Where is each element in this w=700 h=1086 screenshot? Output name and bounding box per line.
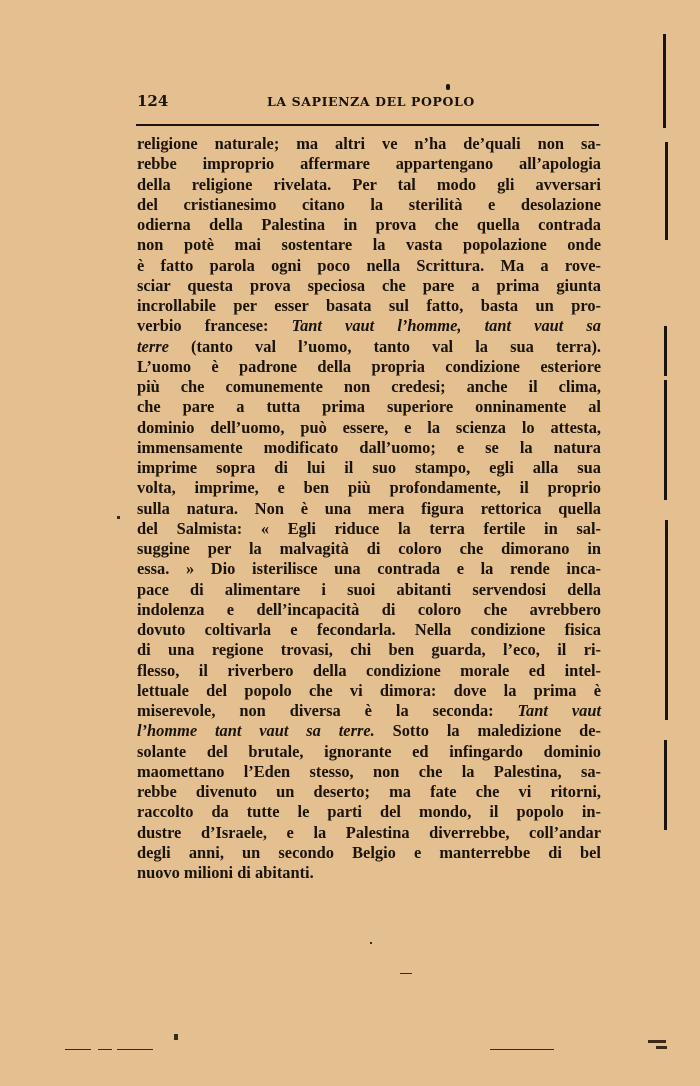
- text-line: verbio francese: Tant vaut l’homme, tant vaut sa: [137, 316, 602, 336]
- page-edge-mark: [664, 326, 667, 376]
- text-line: sulla natura. Non è una mera figura rettorica quella: [137, 498, 601, 518]
- text-line: religione naturale; ma altri ve n’ha de’quali non sa-: [137, 134, 601, 153]
- page-edge-mark: [665, 520, 668, 720]
- text-line: sciar questa prova speciosa che pare a prima giunta: [137, 275, 601, 295]
- running-title: LA SAPIENZA DEL POPOLO: [267, 94, 475, 109]
- page-edge-mark: [648, 1040, 666, 1043]
- text-line: non potè mai sostentare la vasta popolazione onde: [137, 235, 601, 255]
- page-number: 124: [137, 92, 169, 110]
- text-line: odierna della Palestina in prova che quella contrada: [137, 215, 601, 234]
- text-line: dovuto coltivarla e fecondarla. Nella condizione fisica: [137, 620, 601, 639]
- text-line: imprime sopra di lui il suo stampo, egli alla sua: [137, 458, 601, 477]
- text-line: del cristianesimo citano la sterilità e desolazione: [137, 194, 601, 214]
- scan-dash: [98, 1049, 112, 1050]
- text-line: indolenza e dell’incapacità di coloro che avrebbero: [137, 599, 601, 619]
- text-line: lettuale del popolo che vi dimora: dove la prima è: [137, 680, 601, 700]
- text-line: raccolto da tutte le parti del mondo, il popolo in-: [137, 802, 601, 822]
- text-line: più che comunemente non credesi; anche il clima,: [137, 377, 601, 396]
- text-line: maomettano l’Eden stesso, non che la Palestina, sa-: [137, 761, 601, 781]
- text-line: suggine per la malvagità di coloro che dimorano in: [137, 539, 601, 558]
- page-edge-mark: [663, 34, 666, 128]
- scan-dash: [65, 1049, 91, 1050]
- text-line: rebbe improprio affermare appartengano all’apologia: [137, 154, 601, 174]
- text-line: l’homme tant vaut sa terre. Sotto la maledizione de-: [137, 721, 601, 741]
- text-line: immensamente modificato dall’uomo; e se la natura: [137, 437, 601, 457]
- text-line: dustre d’Israele, e la Palestina diverrebbe, coll’andar: [137, 822, 601, 842]
- ink-speck: [174, 1034, 178, 1040]
- text-line: della religione rivelata. Per tal modo gli avversari: [137, 174, 601, 194]
- text-line: L’uomo è padrone della propria condizione esteriore: [137, 356, 601, 376]
- text-line: solante del brutale, ignorante ed infingardo dominio: [137, 741, 601, 761]
- text-line: dominio dell’uomo, può essere, e la scienza lo attesta,: [137, 417, 601, 437]
- text-line: del Salmista: « Egli riduce la terra fertile in sal-: [137, 518, 601, 538]
- text-line: essa. » Dio isterilisce una contrada e la rende inca-: [137, 559, 601, 579]
- text-line: volta, imprime, e ben più profondamente, il proprio: [137, 478, 601, 498]
- text-line: degli anni, un secondo Belgio e manterrebbe di bel: [137, 842, 601, 862]
- header-rule: [136, 124, 599, 126]
- ink-speck: [446, 84, 450, 90]
- text-line: nuovo milioni di abitanti.: [137, 863, 314, 882]
- page-edge-mark: [665, 142, 668, 240]
- body-text: [137, 134, 601, 883]
- text-line: rebbe divenuto un deserto; ma fate che vi ritorni,: [137, 782, 601, 801]
- scan-dash: [400, 973, 412, 974]
- ink-speck: [370, 942, 372, 944]
- scan-dash: [490, 1049, 554, 1050]
- text-line: è fatto parola ogni poco nella Scrittura. Ma a rove-: [137, 255, 601, 275]
- page-edge-mark: [664, 740, 667, 830]
- text-line: flesso, il riverbero della condizione morale ed intel-: [137, 660, 601, 680]
- ink-speck: [117, 516, 120, 519]
- text-line: di una regione trovasi, chi ben guarda, l’eco, il ri-: [137, 640, 601, 660]
- text-line: pace di alimentare i suoi abitanti servendosi della: [137, 579, 601, 599]
- running-header: [137, 92, 599, 116]
- text-line: che pare a tutta prima superiore onninamente al: [137, 397, 601, 417]
- scan-dash: [117, 1049, 153, 1050]
- text-line: incrollabile per esser basata sul fatto, basta un pro-: [137, 296, 601, 315]
- page-edge-mark: [664, 380, 667, 500]
- text-line: terre (tanto val l’uomo, tanto val la sua terra).: [137, 336, 601, 356]
- page-edge-mark: [656, 1046, 667, 1049]
- text-line: miserevole, non diversa è la seconda: Tant vaut: [137, 701, 602, 720]
